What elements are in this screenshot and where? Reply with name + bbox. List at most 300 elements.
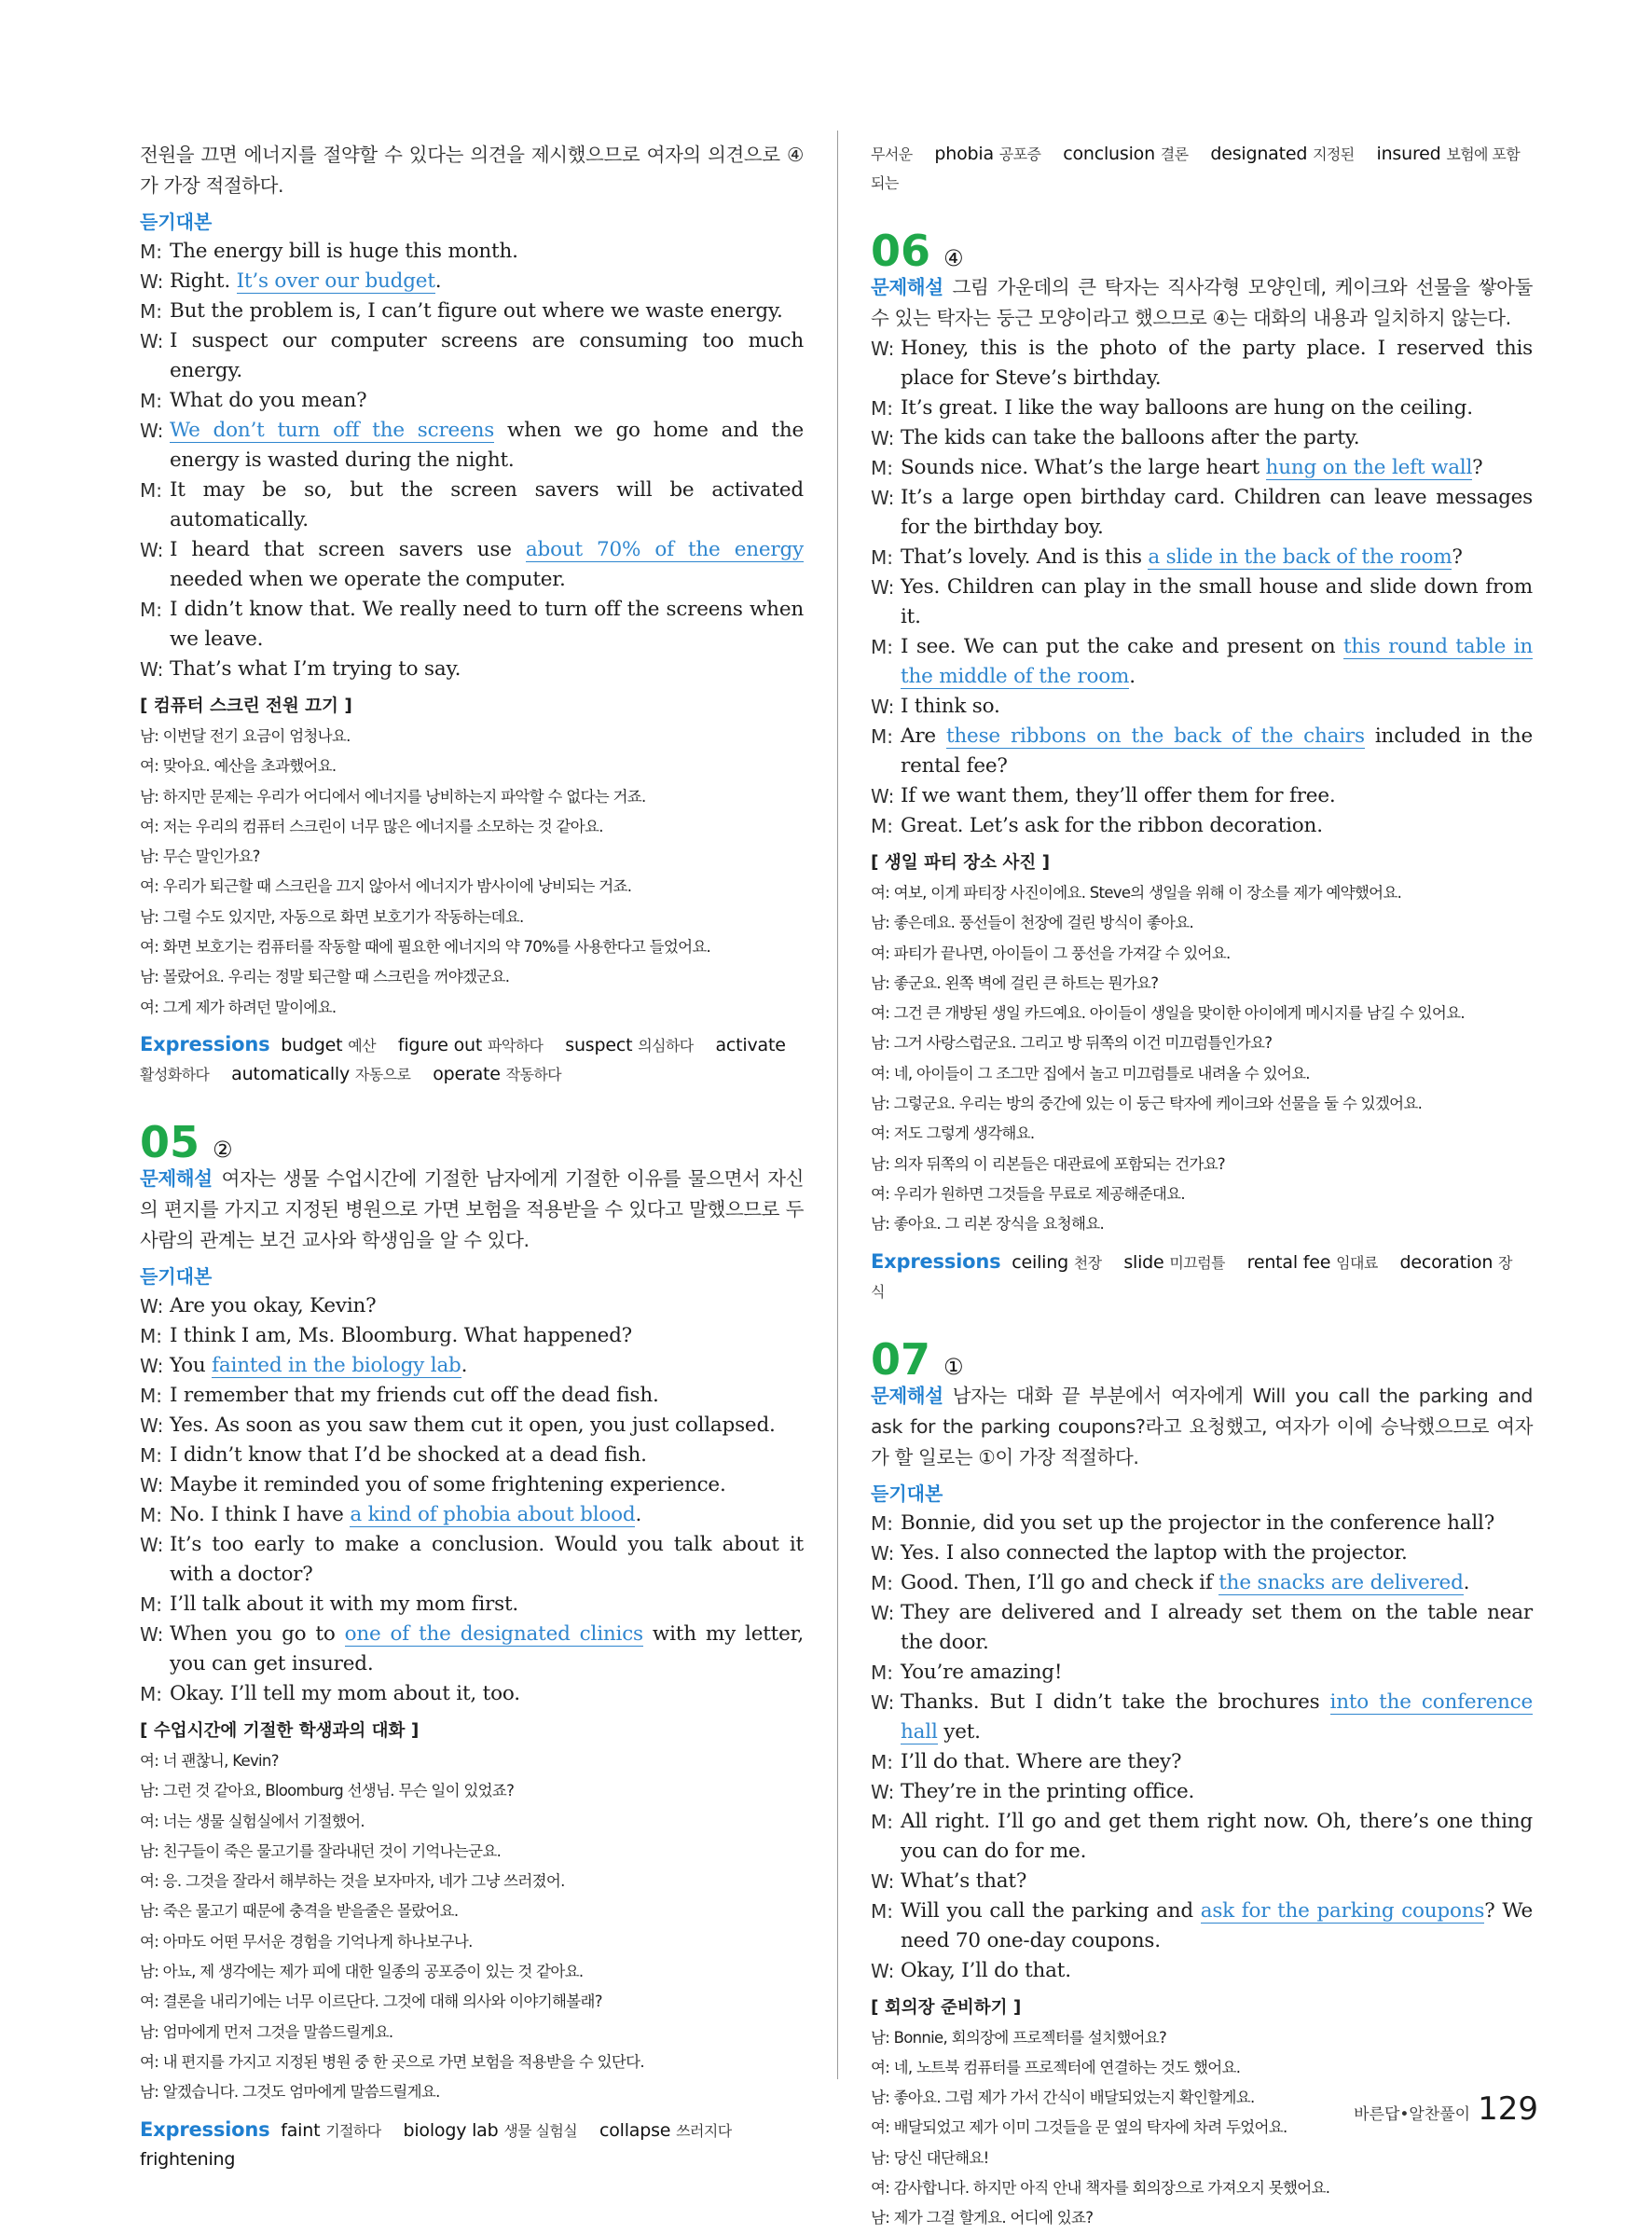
- speaker-label: M:: [871, 636, 893, 658]
- expression-word: biology lab: [403, 2119, 504, 2141]
- translation-line: 여: 화면 보호기는 컴퓨터를 작동할 때에 필요한 에너지의 약 70%를 사용한다고 들었어요.: [140, 938, 711, 957]
- speaker-label: M:: [140, 1503, 162, 1526]
- speaker-label: W:: [140, 539, 164, 561]
- speaker-label: W:: [140, 270, 164, 293]
- dialogue-text: [901, 1867, 1533, 1896]
- speaker-label: W:: [871, 1780, 895, 1803]
- translation-line: 여: 네, 노트북 컴퓨터를 프로젝터에 연결하는 것도 했어요.: [871, 2058, 1241, 2076]
- expression-meaning: 생물 실험실: [503, 2121, 578, 2140]
- question-number: 07: [871, 1333, 931, 1385]
- dialogue-text: [901, 1538, 1533, 1568]
- dialogue-line: [140, 1500, 804, 1530]
- expressions-05-continued: [871, 140, 1533, 198]
- dialogue-text: [901, 393, 1533, 423]
- line-text-after: needed when we operate the computer.: [170, 568, 566, 591]
- line-text: Will you call the parking and: [901, 1898, 1201, 1923]
- translation-line: 남: 이번달 전기 요금이 엄청나요.: [140, 727, 351, 745]
- explanation-05: [140, 1164, 804, 1256]
- line-text-after: .: [1129, 665, 1136, 688]
- translation-line: 남: 좋아요. 그럼 제가 가서 간식이 배달되었는지 확인할게요.: [871, 2089, 1255, 2107]
- speaker-label: W:: [871, 487, 895, 509]
- expression-meaning: 천장: [1073, 1253, 1102, 1272]
- expressions-06: [871, 1248, 1533, 1306]
- dialogue-text: [901, 572, 1533, 632]
- speaker-label: W:: [871, 427, 895, 449]
- line-text: Are: [901, 724, 946, 748]
- dialogue-text: [170, 1590, 804, 1620]
- dialogue-line: [140, 237, 804, 267]
- dialogue-text: [170, 267, 804, 296]
- expressions-label: Expressions: [140, 1032, 270, 1055]
- dialogue-text: [901, 781, 1533, 811]
- expression-meaning: 파악하다: [487, 1036, 544, 1055]
- dialogue-text: [170, 237, 804, 267]
- translation-line: 남: 친구들이 죽은 물고기를 잘라내던 것이 기억나는군요.: [140, 1841, 502, 1860]
- question-header-07: [871, 1333, 1533, 1385]
- line-text-after: ? We need 70 one-day coupons.: [901, 1898, 1533, 1952]
- highlighted-phrase: fainted in the biology lab: [212, 1353, 461, 1377]
- line-text-after: with my letter, you can get insured.: [170, 1621, 804, 1676]
- line-text: What’s that?: [901, 1869, 1027, 1893]
- dialogue-text: [901, 1807, 1533, 1867]
- line-text: I didn’t know that. We really need to turn off the screens when we leave.: [170, 598, 804, 651]
- speaker-label: M:: [140, 1682, 162, 1705]
- line-text: Honey, this is the photo of the party place. I reserved this place for Steve’s birthday.: [901, 337, 1533, 390]
- line-text: I think I am, Ms. Bloomburg. What happened?: [170, 1323, 632, 1347]
- translation-line: 여: 저는 우리의 컴퓨터 스크린이 너무 많은 에너지를 소모하는 것 같아요.: [140, 817, 603, 835]
- dialogue-text: [170, 416, 804, 476]
- highlighted-phrase: one of the designated clinics: [344, 1621, 643, 1646]
- page-number: 129: [1478, 2090, 1538, 2128]
- dialogue-text: [170, 386, 804, 416]
- expressions-list: [871, 144, 1520, 193]
- expression-word: operate: [433, 1063, 506, 1084]
- dialogue-line: [140, 1411, 804, 1441]
- translation-line: 남: 죽은 물고기 때문에 충격을 받을줄은 몰랐어요.: [140, 1902, 459, 1921]
- answer-mark: ④: [943, 245, 964, 271]
- line-text: I didn’t know that I’d be shocked at a dead fish.: [170, 1442, 647, 1467]
- dialogue-text: [170, 1411, 804, 1441]
- dialogue-line: [871, 1509, 1533, 1538]
- expression-meaning: 쓰러지다: [676, 2121, 732, 2140]
- dialogue-line: [871, 781, 1533, 811]
- translation-title: [ 생일 파티 장소 사진 ]: [871, 853, 1051, 873]
- expressions-04: [140, 1030, 804, 1089]
- dialogue-text: [901, 811, 1533, 841]
- highlighted-phrase: about 70% of the energy: [525, 538, 804, 561]
- question-number: 05: [140, 1116, 200, 1167]
- translation-line: 여: 결론을 내리기에는 너무 이르단다. 그것에 대해 의사와 이야기해볼래?: [140, 1993, 602, 2011]
- line-text: It’s a large open birthday card. Children can leave messages for the birthday boy.: [901, 486, 1533, 539]
- dialogue-text: [901, 722, 1533, 781]
- dialogue-text: [901, 1568, 1533, 1598]
- speaker-label: M:: [871, 815, 893, 837]
- highlighted-phrase: It’s over our budget: [236, 269, 435, 293]
- dialogue-text: [901, 453, 1533, 483]
- speaker-label: M:: [140, 1593, 162, 1616]
- explain-text: 여자는 생물 수업시간에 기절한 남자에게 기절한 이유를 물으면서 자신의 편지를 가지고 지정된 병원으로 가면 보험을 적용받을 수 있다고 말했으므로 두 사람의 관계는 보건 교사와 학생임을 알 수 있다.: [140, 1166, 804, 1251]
- speaker-label: W:: [871, 1541, 895, 1565]
- speaker-label: W:: [871, 338, 895, 360]
- speaker-label: W:: [871, 1869, 895, 1893]
- translation-05: [140, 1746, 804, 2108]
- translation-line: 여: 배달되었고 제가 이미 그것들을 문 옆의 탁자에 차려 두었어요.: [871, 2118, 1287, 2137]
- dialogue-text: [170, 326, 804, 386]
- translation-04: [140, 722, 804, 1023]
- speaker-label: W:: [140, 1622, 164, 1646]
- dialogue-line: [140, 1620, 804, 1679]
- page-footer: [1324, 2090, 1538, 2128]
- dialogue-line: [140, 535, 804, 595]
- speaker-label: M:: [140, 479, 162, 502]
- dialogue-text: [901, 483, 1533, 543]
- left-column: [140, 140, 804, 2174]
- translation-line: 여: 우리가 원하면 그것들을 무료로 제공해준대요.: [871, 1184, 1185, 1203]
- translation-line: 남: 엄마에게 먼저 그것을 말씀드릴게요.: [140, 2022, 393, 2041]
- expression-word: faint: [281, 2119, 326, 2141]
- expression-word: decoration: [1399, 1251, 1499, 1273]
- line-text: I see. We can put the cake and present on: [901, 635, 1343, 658]
- dialogue-line: [140, 326, 804, 386]
- expression-meaning: 미끄럼틀: [1169, 1253, 1225, 1272]
- speaker-label: M:: [140, 1443, 162, 1467]
- dialogue-text: [170, 1679, 804, 1709]
- dialogue-line: [140, 1679, 804, 1709]
- dialogue-line: [140, 416, 804, 476]
- translation-title: [ 회의장 준비하기 ]: [871, 1997, 1022, 2018]
- speaker-label: W:: [140, 1533, 164, 1556]
- script-label: 듣기대본: [871, 1482, 943, 1505]
- translation-line: 여: 네, 아이들이 그 조그만 집에서 놀고 미끄럼틀로 내려올 수 있어요.: [871, 1064, 1310, 1083]
- dialogue-line: [871, 1747, 1533, 1777]
- translation-line: 남: 그거 사랑스럽군요. 그리고 방 뒤쪽의 이건 미끄럼틀인가요?: [871, 1034, 1273, 1053]
- speaker-label: W:: [871, 1601, 895, 1624]
- dialogue-text: [170, 1500, 804, 1530]
- line-text: You’re amazing!: [901, 1660, 1063, 1684]
- translation-line: 남: 그럴 수도 있지만, 자동으로 화면 보호기가 작동하는데요.: [140, 907, 524, 926]
- speaker-label: M:: [140, 241, 162, 263]
- script-label: 듣기대본: [140, 211, 213, 233]
- dialogue-text: [170, 1321, 804, 1351]
- dialogue-text: [170, 1530, 804, 1590]
- line-text: The kids can take the balloons after the party.: [901, 426, 1360, 449]
- dialogue-line: [871, 1777, 1533, 1807]
- line-text: Okay. I’ll tell my mom about it, too.: [170, 1681, 520, 1705]
- speaker-label: M:: [871, 1750, 893, 1773]
- question-header-05: [140, 1116, 804, 1167]
- translation-line: 남: 하지만 문제는 우리가 어디에서 에너지를 낭비하는지 파악할 수 없다는 거죠.: [140, 787, 646, 806]
- line-text: What do you mean?: [170, 389, 367, 412]
- line-text: Yes. As soon as you saw them cut it open, you just collapsed.: [170, 1413, 776, 1437]
- speaker-label: W:: [140, 330, 164, 352]
- expression-meaning: 장식: [871, 1253, 1512, 1301]
- expression-meaning: 작동하다: [505, 1065, 562, 1083]
- line-text: But the problem is, I can’t figure out where we waste energy.: [170, 299, 783, 323]
- dialogue-line: [140, 595, 804, 655]
- translation-line: 남: 당신 대단해요!: [871, 2148, 989, 2167]
- translation-line: 여: 너 괜찮니, Kevin?: [140, 1751, 279, 1770]
- expression-word: slide: [1123, 1251, 1170, 1273]
- dialogue-line: [140, 1291, 804, 1321]
- line-text: Right.: [170, 269, 237, 293]
- translation-line: 여: 내 편지를 가지고 지정된 병원 중 한 곳으로 가면 보험을 적용받을 수 있단다.: [140, 2052, 644, 2071]
- expression-word: conclusion: [1063, 144, 1161, 164]
- line-text: I heard that screen savers use: [170, 538, 526, 561]
- translation-07: [871, 2023, 1533, 2234]
- dialogue-text: [170, 655, 804, 684]
- expression-word: activate: [715, 1034, 786, 1055]
- line-text: When you go to: [170, 1621, 345, 1646]
- dialogue-line: [871, 1807, 1533, 1867]
- expression-meaning: 결론: [1160, 145, 1189, 163]
- dialogue-line: [871, 543, 1533, 572]
- line-text-after: yet.: [937, 1719, 981, 1744]
- speaker-label: M:: [871, 397, 893, 420]
- translation-line: 여: 너는 생물 실험실에서 기절했어.: [140, 1812, 365, 1830]
- expression-word: budget: [281, 1034, 349, 1055]
- right-column: [871, 140, 1533, 2234]
- line-text: Thanks. But I didn’t take the brochures: [901, 1689, 1330, 1714]
- translation-line: 여: 그게 제가 하려던 말이에요.: [140, 998, 337, 1016]
- dialogue-line: [871, 722, 1533, 781]
- dialogue-line: [140, 1381, 804, 1411]
- dialogue-line: [140, 1530, 804, 1590]
- dialogue-line: [140, 386, 804, 416]
- line-text: It’s too early to make a conclusion. Would you talk about it with a doctor?: [170, 1532, 804, 1586]
- line-text: Okay, I’ll do that.: [901, 1958, 1071, 1982]
- speaker-label: W:: [140, 1354, 164, 1377]
- translation-line: 여: 저도 그렇게 생각해요.: [871, 1124, 1035, 1143]
- line-text: I’ll talk about it with my mom first.: [170, 1592, 519, 1616]
- translation-line: 여: 응. 그것을 잘라서 해부하는 것을 보자마자, 네가 그냥 쓰러졌어.: [140, 1872, 565, 1891]
- expression-meaning: 활성화하다: [140, 1065, 210, 1083]
- speaker-label: M:: [871, 725, 893, 748]
- speaker-label: W:: [871, 1959, 895, 1982]
- dialogue-05: [140, 1291, 804, 1709]
- expressions-05: [140, 2116, 804, 2174]
- dialogue-line: [871, 423, 1533, 453]
- highlighted-phrase: into the conference hall: [901, 1689, 1533, 1744]
- dialogue-text: [170, 1620, 804, 1679]
- dialogue-text: [170, 476, 804, 535]
- line-text: You: [170, 1353, 213, 1377]
- dialogue-text: [170, 1441, 804, 1470]
- explain-text: 그림 가운데의 큰 탁자는 직사각형 모양인데, 케이크와 선물을 쌓아둘 수 있는 탁자는 둥근 모양이라고 했으므로 ④는 대화의 내용과 일치하지 않는다.: [871, 276, 1533, 329]
- dialogue-line: [871, 1598, 1533, 1658]
- expression-word: suspect: [565, 1034, 639, 1055]
- dialogue-line: [140, 1590, 804, 1620]
- translation-line: 남: 무슨 말인가요?: [140, 848, 260, 866]
- dialogue-text: [901, 1956, 1533, 1986]
- speaker-label: W:: [140, 420, 164, 442]
- expression-meaning: 보험에 포함되는: [871, 145, 1521, 192]
- expression-word: designated: [1210, 144, 1314, 164]
- dialogue-line: [140, 655, 804, 684]
- dialogue-text: [901, 1688, 1533, 1747]
- line-text: It may be so, but the screen savers will be activated automatically.: [170, 478, 804, 531]
- dialogue-line: [871, 1538, 1533, 1568]
- translation-line: 남: 몰랐어요. 우리는 정말 퇴근할 때 스크린을 꺼야겠군요.: [140, 968, 510, 986]
- translation-line: 여: 파티가 끝나면, 아이들이 그 풍선을 가져갈 수 있어요.: [871, 944, 1231, 962]
- dialogue-line: [140, 1441, 804, 1470]
- dialogue-07: [871, 1509, 1533, 1986]
- speaker-label: W:: [140, 1294, 164, 1317]
- expressions-label: Expressions: [140, 2117, 270, 2141]
- dialogue-text: [170, 1381, 804, 1411]
- explain-label: 문제해설: [140, 1166, 213, 1190]
- line-text: Yes. I also connected the laptop with the projector.: [901, 1540, 1408, 1565]
- dialogue-line: [140, 1470, 804, 1500]
- line-text-after: ?: [1452, 545, 1463, 569]
- line-text-after: ?: [1472, 456, 1483, 479]
- speaker-label: M:: [140, 390, 162, 412]
- expressions-label: Expressions: [871, 1249, 1001, 1273]
- dialogue-line: [871, 334, 1533, 393]
- highlighted-phrase: ask for the parking coupons: [1200, 1898, 1485, 1923]
- dialogue-line: [871, 1658, 1533, 1688]
- expression-meaning: 자동으로: [354, 1065, 411, 1083]
- explain-label: 문제해설: [871, 1384, 943, 1407]
- translation-line: 남: 제가 그걸 할게요. 어디에 있죠?: [871, 2209, 1094, 2227]
- dialogue-line: [871, 1956, 1533, 1986]
- line-text: Great. Let’s ask for the ribbon decoration.: [901, 814, 1323, 837]
- speaker-label: M:: [871, 546, 893, 569]
- line-text: Yes. Children can play in the small house and slide down from it.: [901, 575, 1533, 628]
- highlighted-phrase: We don’t turn off the screens: [170, 419, 495, 442]
- column-divider: [837, 131, 838, 2079]
- dialogue-line: [871, 811, 1533, 841]
- expression-meaning: 임대료: [1336, 1253, 1378, 1272]
- expression-meaning: 공포증: [998, 145, 1041, 163]
- line-text-after: included in the rental fee?: [901, 724, 1534, 778]
- speaker-label: W:: [140, 1473, 164, 1496]
- dialogue-line: [871, 572, 1533, 632]
- speaker-label: M:: [871, 1899, 893, 1923]
- expression-meaning: 무서운: [871, 145, 913, 163]
- line-text: No. I think I have: [170, 1502, 351, 1526]
- line-text: Bonnie, did you set up the projector in the conference hall?: [901, 1510, 1495, 1535]
- dialogue-text: [901, 1747, 1533, 1777]
- dialogue-text: [901, 334, 1533, 393]
- dialogue-line: [871, 1688, 1533, 1747]
- translation-line: 여: 우리가 퇴근할 때 스크린을 끄지 않아서 에너지가 밤사이에 낭비되는 거죠.: [140, 877, 632, 896]
- speaker-label: W:: [871, 1690, 895, 1714]
- highlighted-phrase: hung on the left wall: [1265, 456, 1473, 479]
- dialogue-06: [871, 334, 1533, 841]
- dialogue-line: [871, 1867, 1533, 1896]
- answer-mark: ①: [943, 1353, 964, 1380]
- speaker-label: W:: [871, 576, 895, 599]
- speaker-label: M:: [871, 1571, 893, 1594]
- speaker-label: W:: [871, 785, 895, 807]
- intro-paragraph: 전원을 끄면 에너지를 절약할 수 있다는 의견을 제시했으므로 여자의 의견으로 ④가 가장 적절하다.: [140, 144, 804, 197]
- translation-title: [ 컴퓨터 스크린 전원 끄기 ]: [140, 696, 352, 716]
- speaker-label: M:: [140, 599, 162, 621]
- translation-line: 남: 좋은데요. 풍선들이 천장에 걸린 방식이 좋아요.: [871, 914, 1193, 932]
- line-text: That’s what I’m trying to say.: [170, 657, 461, 681]
- answer-mark: ②: [213, 1136, 233, 1163]
- expression-word: ceiling: [1012, 1251, 1074, 1273]
- speaker-label: M:: [140, 300, 162, 323]
- highlighted-phrase: this round table in the middle of the room: [901, 635, 1533, 688]
- line-text: I’ll do that. Where are they?: [901, 1749, 1182, 1773]
- highlighted-phrase: the snacks are delivered: [1218, 1570, 1464, 1594]
- expression-word: frightening: [140, 2148, 236, 2170]
- speaker-label: M:: [871, 1661, 893, 1684]
- translation-line: 남: 알겠습니다. 그것도 엄마에게 말씀드릴게요.: [140, 2083, 440, 2102]
- speaker-label: M:: [871, 457, 893, 479]
- speaker-label: W:: [140, 658, 164, 681]
- dialogue-text: [170, 1470, 804, 1500]
- dialogue-line: [140, 1351, 804, 1381]
- translation-line: 남: 아뇨, 제 생각에는 제가 피에 대한 일종의 공포증이 있는 것 같아요.: [140, 1963, 584, 1981]
- explain-label: 문제해설: [871, 276, 943, 298]
- translation-line: 여: 아마도 어떤 무서운 경험을 기억나게 하나보구나.: [140, 1932, 473, 1951]
- question-header-06: [871, 226, 1533, 276]
- line-text: It’s great. I like the way balloons are hung on the ceiling.: [901, 396, 1473, 420]
- script-label: 듣기대본: [140, 1264, 213, 1288]
- dialogue-line: [140, 267, 804, 296]
- dialogue-line: [871, 1896, 1533, 1956]
- dialogue-text: [170, 296, 804, 326]
- dialogue-line: [871, 1568, 1533, 1598]
- translation-line: 남: 그런 것 같아요, Bloomburg 선생님. 무슨 일이 있었죠?: [140, 1782, 515, 1800]
- line-text: Sounds nice. What’s the large heart: [901, 456, 1266, 479]
- line-text: They are delivered and I already set them on the table near the door.: [901, 1600, 1533, 1654]
- expression-meaning: 지정된: [1313, 145, 1355, 163]
- translation-line: 여: 그건 큰 개방된 생일 카드예요. 아이들이 생일을 맞이한 아이에게 메시지를 남길 수 있어요.: [871, 1004, 1465, 1023]
- highlighted-phrase: these ribbons on the back of the chairs: [945, 724, 1365, 748]
- dialogue-text: [170, 1291, 804, 1321]
- dialogue-text: [901, 1509, 1533, 1538]
- translation-line: 남: Bonnie, 회의장에 프로젝터를 설치했어요?: [871, 2028, 1167, 2047]
- speaker-label: M:: [140, 1324, 162, 1347]
- line-text-after: .: [461, 1353, 468, 1377]
- dialogue-text: [901, 1658, 1533, 1688]
- speaker-label: M:: [140, 1384, 162, 1407]
- expression-word: figure out: [397, 1034, 488, 1055]
- dialogue-line: [140, 296, 804, 326]
- line-text-after: when we go home and the energy is wasted during the night.: [170, 419, 804, 472]
- dialogue-line: [140, 476, 804, 535]
- line-text-after: .: [1463, 1570, 1470, 1594]
- line-text: I think so.: [901, 695, 1000, 718]
- translation-title: [ 수업시간에 기절한 학생과의 대화 ]: [140, 1720, 420, 1741]
- line-text: If we want them, they’ll offer them for free.: [901, 784, 1336, 807]
- question-number: 06: [871, 226, 931, 276]
- speaker-label: M:: [871, 1810, 893, 1833]
- explain-text: 남자는 대화 끝 부분에서 여자에게 Will you call the parking and ask for the parking coupons?라고 요청했고, 여자가 이에 승낙했으므로 여자가 할 일로는 ①이 가장 적절하다.: [871, 1384, 1533, 1469]
- expression-word: collapse: [599, 2119, 677, 2141]
- expression-meaning: 의심하다: [638, 1036, 694, 1055]
- dialogue-text: [901, 692, 1533, 722]
- expression-word: insured: [1376, 144, 1447, 164]
- dialogue-text: [901, 543, 1533, 572]
- translation-line: 남: 좋군요. 왼쪽 벽에 걸린 큰 하트는 뭔가요?: [871, 973, 1159, 992]
- dialogue-text: [901, 632, 1533, 692]
- dialogue-line: [871, 393, 1533, 423]
- translation-line: 여: 감사합니다. 하지만 아직 안내 책자를 회의장으로 가져오지 못했어요.: [871, 2179, 1330, 2198]
- dialogue-line: [871, 453, 1533, 483]
- expression-meaning: 예산: [348, 1036, 376, 1055]
- dialogue-line: [140, 1321, 804, 1351]
- line-text: I suspect our computer screens are consuming too much energy.: [170, 329, 804, 382]
- dialogue-text: [901, 1598, 1533, 1658]
- line-text: Are you okay, Kevin?: [170, 1293, 377, 1317]
- speaker-label: W:: [140, 1413, 164, 1437]
- translation-line: 남: 그렇군요. 우리는 방의 중간에 있는 이 둥근 탁자에 케이크와 선물을 둘 수 있겠어요.: [871, 1095, 1423, 1113]
- line-text: I remember that my friends cut off the dead fish.: [170, 1383, 659, 1407]
